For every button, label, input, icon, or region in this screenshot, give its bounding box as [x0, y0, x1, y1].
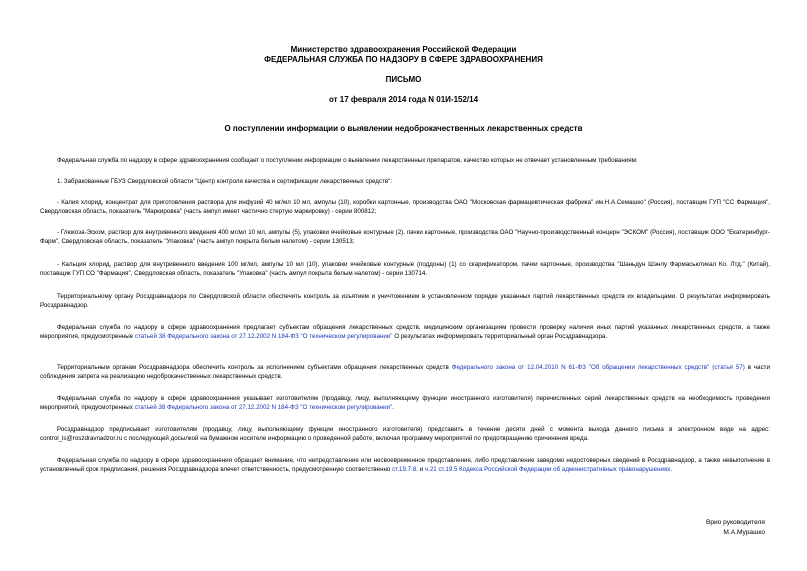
paragraph-text: Федеральная служба по надзору в сфере здравоохранения обращает внимание, что непредставление или несвоевременное представление, либо представление заведомо недостоверных сведений в Росздравнадзор, а также невыполнение в установленный срок предписания, решения Росздравнадзора влечет ответственность, предусмотренную соответственно	[40, 457, 770, 473]
service-heading: ФЕДЕРАЛЬНАЯ СЛУЖБА ПО НАДЗОРУ В СФЕРЕ ЗДРАВООХРАНЕНИЯ	[264, 55, 543, 64]
paragraph-prescription: Росздравнадзор предписывает изготовителям (продавцу, лицу, выполняющему функции иностранного изготовителя) представить в течение десяти дней с момента выхода данного письма в электронном виде на адрес: control_ls@roszdravnadzor.ru с последующей досылкой на бумажном носителе информацию о проведенной работе, включая программу мероприятий по предотвращению причинения вреда.	[40, 426, 770, 442]
paragraph-territorial-control: Территориальному органу Росздравнадзора по Свердловской области обеспечить контроль за изъятием и уничтожением в установленном порядке указанных партий лекарственных средств их владельцами. О результатах информировать Росздравнадзор.	[40, 293, 770, 309]
signatory-name: М.А.Мурашко	[723, 529, 765, 536]
paragraph-intro: Федеральная служба по надзору в сфере здравоохранения сообщает о поступлении информации о выявлении лекарственных препаратов, качество которых не отвечает установленным требованиям:	[57, 157, 638, 164]
law-184-article-38-link-2[interactable]: статьей 38 Федерального закона от 27.12.2002 N 184-ФЗ "О техническом регулировании"	[134, 404, 393, 411]
paragraph-text: Территориальным органам Росздравнадзора обеспечить контроль за исполнением субъектами обращения лекарственных средств	[57, 364, 449, 371]
paragraph-text: Федеральная служба по надзору в сфере здравоохранения указывает изготовителям (продавцу, лицу, выполняющему функции иностранного изготовителя) перечисленных серий лекарственных средств на необходимость проведения мероприятий, предусмотренных	[40, 395, 770, 411]
paragraph-subjects-check	[40, 323, 770, 341]
koap-article-19-5-link[interactable]: ч.21 ст.19.5 Кодекса Российской Федерации об административных правонарушениях	[424, 466, 671, 473]
paragraph-text: .	[392, 404, 394, 411]
paragraph-text: О результатах информировать территориальный орган Росздравнадзора.	[394, 333, 608, 340]
paragraph-item-glucose: - Глюкоза-Эском, раствор для внутривенного введения 400 мг/мл 10 мл, ампулы (5), упаковки ячейковые контурные (2), пачки картонные, производства ОАО "Научно-производственный концерн "ЭСКОМ" (Россия), поставщик ООО "Екатеринбург-Фарм", Свердловская область, показатель "Упаковка" (часть ампул покрыта белым налетом) - серии 130513;	[40, 229, 770, 245]
article-19-7-8-link[interactable]: ст.19.7.8.	[392, 466, 418, 473]
document-date-number: от 17 февраля 2014 года N 01И-152/14	[328, 95, 479, 104]
document-title: О поступлении информации о выявлении недоброкачественных лекарственных средств	[224, 124, 583, 133]
signatory-role: Врио руководителя	[705, 519, 765, 526]
paragraph-rejected-list: 1. Забракованные ГБУЗ Свердловской области "Центр контроля качества и сертификации лекарственных средств":	[57, 178, 393, 185]
paragraph-liability	[40, 456, 770, 474]
ministry-heading: Министерство здравоохранения Российской Федерации	[290, 45, 517, 54]
article-57-link[interactable]: (статья 57)	[712, 364, 745, 371]
paragraph-item-potassium: - Калия хлорид, концентрат для приготовления раствора для инфузий 40 мг/мл 10 мл, ампулы (10), коробки картонные, производства ОАО "Московская фармацевтическая фабрика" им.Н.А.Семашко" (Россия), поставщик ГУП "СС Фармация", Свердловская область, показатель "Маркировка" (часть ампул имеет частично стертую маркировку) - серии 800812;	[40, 199, 770, 215]
paragraph-text: .	[670, 466, 673, 473]
document-type: ПИСЬМО	[385, 75, 422, 84]
paragraph-text: Федеральная служба по надзору в сфере здравоохранения предлагает субъектам обращения лекарственных средств, медицинским организациям провести проверку наличия иных партий указанных лекарственных средств, а также мероприятия, предусмотренные	[40, 324, 770, 340]
paragraph-item-calcium: - Кальция хлорид, раствор для внутривенного введения 100 мг/мл, ампулы 10 мл (10), упаковки ячейковые контурные (поддоны) (1) со скарификатором, пачки картонные, производства "Шаньдун Шэнлу Фармасьютикал Ко. Лтд." (Китай), поставщик ГУП СО "Фармация", Свердловская область, показатель "Упаковка" (часть ампул покрыта белым налетом) - серии 130714.	[40, 261, 770, 277]
paragraph-territorial-organs	[40, 363, 770, 381]
law-184-article-38-link[interactable]: статьей 38 Федерального закона от 27.12.2002 N 184-ФЗ "О техническом регулировании"	[134, 333, 393, 340]
law-61-link[interactable]: Федерального закона от 12.04.2010 N 61-ФЗ "Об обращении лекарственных средств"	[451, 364, 710, 371]
paragraph-text: в части соблюдения запрета на реализацию недоброкачественных лекарственных средств.	[40, 364, 770, 380]
paragraph-manufacturers	[40, 394, 770, 412]
paragraph-text: и	[419, 466, 424, 473]
